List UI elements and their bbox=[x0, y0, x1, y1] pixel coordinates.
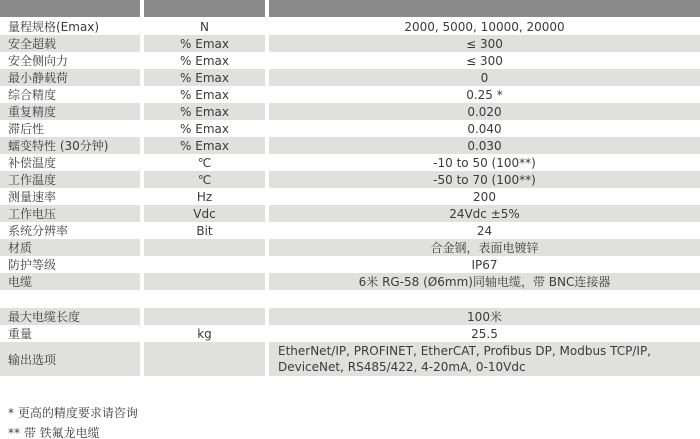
spec-value: 200 bbox=[473, 189, 496, 204]
spec-param: 安全超载 bbox=[0, 35, 140, 52]
spec-param: 量程规格(Emax) bbox=[8, 20, 100, 34]
spec-param: 工作温度 bbox=[0, 171, 140, 188]
spec-value: 0.020 bbox=[269, 103, 700, 120]
spec-row-max-cable-length bbox=[0, 308, 700, 325]
spec-unit bbox=[144, 342, 265, 376]
spec-unit: % Emax bbox=[144, 103, 265, 120]
spec-param: 安全侧向力 bbox=[8, 54, 69, 68]
spec-param: 滞后性 bbox=[8, 122, 45, 136]
spec-param: 工作电压 bbox=[0, 205, 140, 222]
spec-value: 25.5 bbox=[471, 326, 498, 341]
spec-value: 0.030 bbox=[269, 137, 700, 154]
spec-row-measurement-rate bbox=[0, 188, 700, 205]
footnote-higher-accuracy: * 更高的精度要求请咨询 bbox=[8, 406, 138, 420]
spec-row-safe-side-load bbox=[0, 52, 700, 69]
spec-value: -50 to 70 (100**) bbox=[269, 171, 700, 188]
spec-unit: % Emax bbox=[144, 137, 265, 154]
header-cell-value bbox=[269, 0, 700, 17]
spec-param: 重复精度 bbox=[0, 103, 140, 120]
spec-row-resolution bbox=[0, 222, 700, 239]
spec-value: 6米 RG-58 (Ø6mm)同轴电缆，带 BNC连接器 bbox=[269, 273, 700, 290]
spec-param: 蠕变特性 (30分钟) bbox=[0, 137, 140, 154]
spec-param: 材质 bbox=[0, 239, 140, 256]
spec-value: 2000, 5000, 10000, 20000 bbox=[404, 19, 565, 34]
spec-unit bbox=[144, 256, 265, 273]
spec-unit: % Emax bbox=[144, 69, 265, 86]
spec-unit bbox=[144, 239, 265, 256]
header-cell-param bbox=[0, 0, 140, 17]
spec-row-repeatability bbox=[0, 103, 700, 120]
extra-spec-rows bbox=[0, 308, 700, 376]
spec-param: 测量速率 bbox=[8, 190, 57, 204]
spec-unit: ℃ bbox=[197, 155, 212, 170]
spec-value: 0.25 * bbox=[466, 87, 503, 102]
spec-unit bbox=[144, 308, 265, 325]
spec-value: 24Vdc ±5% bbox=[269, 205, 700, 222]
spec-param: 最大电缆长度 bbox=[0, 308, 140, 325]
spec-value: -10 to 50 (100**) bbox=[433, 155, 536, 170]
spec-param: 系统分辨率 bbox=[8, 224, 69, 238]
spec-row-compensated-temp bbox=[0, 154, 700, 171]
spec-value: ≤ 300 bbox=[269, 35, 700, 52]
spec-unit: % Emax bbox=[180, 121, 229, 136]
spec-param: 最小静载荷 bbox=[0, 69, 140, 86]
footnotes bbox=[0, 403, 700, 439]
spec-row-cable bbox=[0, 273, 700, 290]
spec-param: 补偿温度 bbox=[8, 156, 57, 170]
spec-unit: kg bbox=[197, 326, 212, 341]
spec-row-material bbox=[0, 239, 700, 256]
main-spec-rows bbox=[0, 18, 700, 290]
spec-value: 24 bbox=[476, 223, 493, 238]
spec-unit bbox=[144, 273, 265, 290]
spec-unit: % Emax bbox=[180, 53, 229, 68]
spec-param: 输出选项 bbox=[0, 342, 140, 376]
spec-value: IP67 bbox=[471, 257, 498, 272]
spec-value: ≤ 300 bbox=[466, 53, 503, 68]
spec-param: 防护等级 bbox=[8, 258, 57, 272]
spec-row-capacity bbox=[0, 18, 700, 35]
spec-value: 0.040 bbox=[467, 121, 502, 136]
spec-value: EtherNet/IP, PROFINET, EtherCAT, Profibus DP, Modbus TCP/IP, DeviceNet, RS485/422, 4-20mA, 0-10Vdc bbox=[269, 342, 700, 376]
spec-value: 0 bbox=[269, 69, 700, 86]
footnote-teflon-cable: ** 带 铁氟龙电缆 bbox=[8, 426, 100, 439]
spec-row-protection-class bbox=[0, 256, 700, 273]
spec-unit: N bbox=[200, 19, 209, 34]
spec-unit: % Emax bbox=[180, 87, 229, 102]
spec-value: 合金钢，表面电镀锌 bbox=[269, 239, 700, 256]
spec-value: 100米 bbox=[269, 308, 700, 325]
spec-row-operating-temp bbox=[0, 171, 700, 188]
spec-param: 重量 bbox=[8, 327, 33, 341]
spec-unit: Bit bbox=[196, 223, 213, 238]
spec-row-weight bbox=[0, 325, 700, 342]
spec-unit: Hz bbox=[196, 189, 213, 204]
spec-unit: Vdc bbox=[144, 205, 265, 222]
spec-unit: ℃ bbox=[144, 171, 265, 188]
spec-param: 综合精度 bbox=[8, 88, 57, 102]
spec-unit: % Emax bbox=[144, 35, 265, 52]
spec-row-operating-voltage bbox=[0, 205, 700, 222]
table-header-row bbox=[0, 0, 700, 17]
spec-param: 电缆 bbox=[0, 273, 140, 290]
spec-row-creep bbox=[0, 137, 700, 154]
spec-row-min-dead-load bbox=[0, 69, 700, 86]
spec-row-hysteresis bbox=[0, 120, 700, 137]
spec-row-safe-overload bbox=[0, 35, 700, 52]
header-cell-unit bbox=[144, 0, 265, 17]
spec-row-combined-accuracy bbox=[0, 86, 700, 103]
spec-row-output-options bbox=[0, 342, 700, 376]
